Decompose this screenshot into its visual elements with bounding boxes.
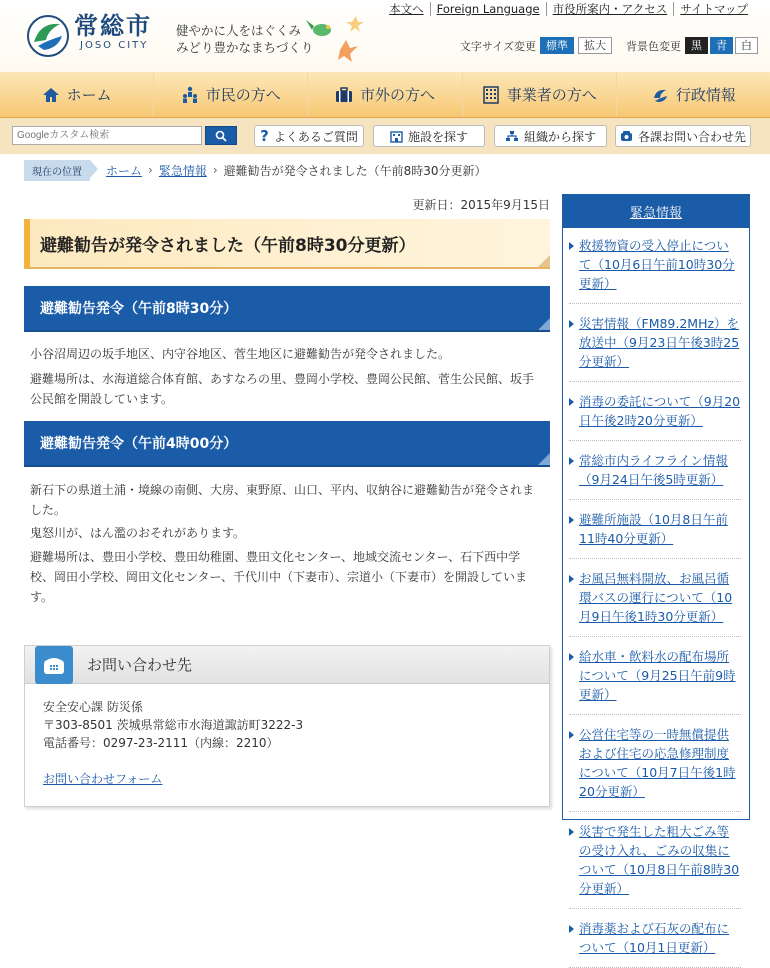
sidebar-link[interactable]: 消毒薬および石灰の配布について（10月1日更新） [579, 921, 730, 955]
contact-form-link[interactable]: お問い合わせフォーム [43, 772, 163, 786]
list-item [569, 392, 741, 441]
foreign-language-link[interactable]: Foreign Language [430, 2, 546, 16]
sidebar-link[interactable]: 公営住宅等の一時無償提供および住宅の応急修理制度について（10月7日午後1時20分更新） [579, 727, 736, 799]
nav-home[interactable] [0, 72, 153, 117]
faq-button[interactable] [254, 125, 364, 147]
sidebar-link[interactable]: 災害情報（FM89.2MHz）を放送中（9月23日午後3時25分更新） [579, 316, 740, 369]
nav-residents[interactable] [153, 72, 307, 117]
sidebar-link[interactable]: 避難所施設（10月8日午前11時40分更新） [579, 512, 728, 546]
bird-leaf-icon [300, 10, 370, 66]
list-item [569, 451, 741, 500]
question-icon: ? [260, 127, 269, 145]
nav-business-label: 事業者の方へ [506, 86, 597, 104]
list-item [569, 822, 741, 909]
contact-phone: 電話番号：0297-23-2111（内線：2210） [43, 736, 279, 750]
search-icon [215, 130, 227, 142]
building-icon [482, 86, 500, 104]
city-logo-icon[interactable] [26, 14, 70, 58]
nav-visitors-label: 市外の方へ [360, 86, 436, 104]
breadcrumb [24, 160, 487, 180]
display-controls [460, 37, 758, 54]
list-item [569, 647, 741, 715]
nav-administration[interactable] [616, 72, 770, 117]
contact-dept: 安全安心課 防災係 [43, 700, 143, 714]
breadcrumb-home-link[interactable]: ホーム [106, 163, 143, 178]
toolbar [0, 118, 770, 154]
breadcrumb-label: 現在の位置 [24, 160, 90, 181]
facility-icon [390, 130, 403, 143]
slogan-line-2: みどり豊かなまちづくり [176, 40, 314, 55]
bg-black-button[interactable]: 黒 [685, 37, 708, 54]
list-item [569, 236, 741, 304]
sitemap-link[interactable]: サイトマップ [673, 2, 754, 16]
sidebar-list [563, 228, 749, 968]
people-icon [181, 86, 199, 104]
slogan-line-1: 健やかに人をはぐくみ [176, 23, 302, 38]
phone-icon [620, 130, 633, 143]
org-chart-icon [505, 130, 519, 143]
org-search-button[interactable] [494, 125, 607, 147]
search-input[interactable] [12, 126, 202, 145]
contact-header [25, 646, 549, 684]
dept-contact-label: 各課お問い合わせ先 [637, 129, 746, 144]
section-heading-0400: 避難勧告発令（午前4時00分） [24, 421, 550, 467]
section-heading-0830: 避難勧告発令（午前8時30分） [24, 286, 550, 332]
contact-body [25, 684, 549, 802]
nav-business[interactable] [462, 72, 616, 117]
sidebar-title[interactable]: 緊急情報 [563, 194, 749, 228]
nav-residents-label: 市民の方へ [205, 86, 281, 104]
contact-box [24, 645, 550, 807]
sidebar-link[interactable]: 給水車・飲料水の配布場所について（9月25日午前9時更新） [579, 649, 736, 702]
telephone-icon [35, 646, 73, 684]
facility-search-button[interactable] [373, 125, 485, 147]
bg-color-label: 背景色変更 [626, 39, 681, 53]
city-mark-icon [651, 86, 669, 104]
dept-contact-button[interactable] [615, 125, 751, 147]
contact-address: 〒303-8501 茨城県常総市水海道諏訪町3222-3 [43, 718, 304, 732]
sidebar-link[interactable]: お風呂無料開放、お風呂循環バスの運行について（10月9日午後1時30分更新） [579, 571, 733, 624]
breadcrumb-current: 避難勧告が発令されました（午前8時30分更新） [223, 163, 487, 178]
city-hall-access-link[interactable]: 市役所案内・アクセス [546, 2, 674, 16]
chevron-right-icon: › [212, 163, 218, 177]
skip-to-content-link[interactable]: 本文へ [389, 2, 424, 16]
nav-home-label: ホーム [66, 86, 112, 104]
text-size-label: 文字サイズ変更 [459, 39, 536, 53]
section2-paragraph-1: 新石下の県道土浦・境線の南側、大房、東野原、山口、平内、収納谷に避難勧告が発令されました。 [30, 483, 535, 517]
page-title: 避難勧告が発令されました（午前8時30分更新） [24, 219, 550, 269]
site-header [0, 0, 770, 72]
sidebar-link[interactable]: 消毒の委託について（9月20日午後2時20分更新） [579, 394, 741, 428]
text-size-standard-button[interactable]: 標準 [540, 37, 574, 54]
sidebar-link[interactable]: 常総市内ライフライン情報（9月24日午後5時更新） [579, 453, 728, 487]
search-button[interactable] [205, 126, 237, 145]
city-name: 常総市 [74, 12, 152, 40]
bg-white-button[interactable]: 白 [735, 37, 758, 54]
top-links [383, 2, 754, 16]
home-icon [42, 86, 60, 104]
sidebar-link[interactable]: 災害で発生した粗大ごみ等の受け入れ、ごみの収集について（10月8日午前8時30分更新） [579, 824, 740, 896]
sidebar-link[interactable]: 救援物資の受入停止について（10月6日午前10時30分更新） [579, 238, 735, 291]
list-item [569, 725, 741, 812]
contact-title: お問い合わせ先 [87, 656, 193, 674]
emergency-sidebar [562, 194, 750, 955]
org-search-label: 組織から探す [523, 129, 596, 144]
global-nav [0, 72, 770, 118]
section1-paragraph-2: 避難場所は、水海道総合体育館、あすなろの里、豊岡小学校、豊岡公民館、菅生公民館、坂手公民館を開設しています。 [30, 372, 535, 406]
slogan [176, 22, 313, 56]
city-name-en: JOSO CITY [80, 40, 149, 51]
list-item [569, 314, 741, 382]
suitcase-icon [335, 86, 353, 104]
list-item [569, 919, 741, 968]
chevron-right-icon: › [148, 163, 153, 177]
facility-search-label: 施設を探す [407, 129, 468, 144]
section1-paragraph-1: 小谷沼周辺の坂手地区、内守谷地区、菅生地区に避難勧告が発令されました。 [30, 347, 451, 361]
bg-blue-button[interactable]: 青 [710, 37, 733, 54]
text-size-large-button[interactable]: 拡大 [578, 37, 612, 54]
list-item [569, 569, 741, 637]
logo-text[interactable] [74, 12, 152, 51]
updated-date: 更新日：2015年9月15日 [412, 198, 550, 212]
list-item [569, 510, 741, 559]
section2-paragraph-2: 鬼怒川が、はん濫のおそれがあります。 [30, 526, 246, 540]
breadcrumb-emergency-link[interactable]: 緊急情報 [158, 163, 207, 178]
nav-visitors[interactable] [307, 72, 461, 117]
section2-paragraph-3: 避難場所は、豊田小学校、豊田幼稚園、豊田文化センター、地域交流センター、石下西中学校、岡田小学校、岡田文化センター、千代川中（下妻市）、宗道小（下妻市）を開設しています。 [30, 550, 528, 604]
nav-administration-label: 行政情報 [675, 86, 736, 104]
faq-label: よくあるご質問 [273, 129, 358, 144]
